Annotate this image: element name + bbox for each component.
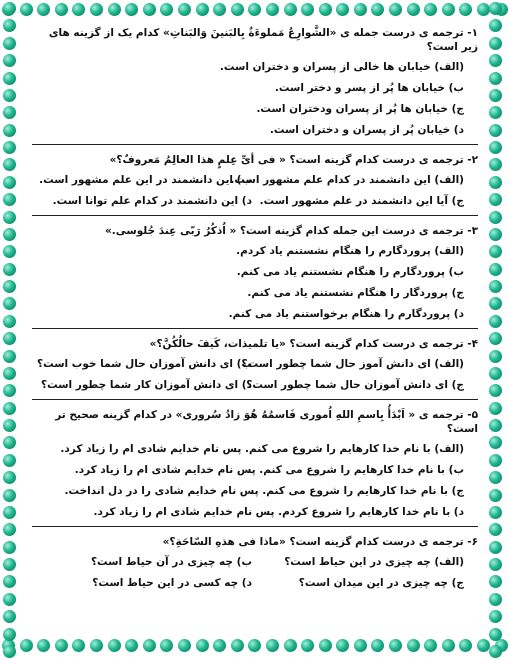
border-gem-icon: [3, 523, 16, 536]
border-gem-icon: [178, 3, 191, 16]
option-jim: ج) چه چیزی در این میدان است؟: [298, 577, 464, 589]
border-gem-icon: [489, 402, 502, 415]
border-gem-icon: [489, 19, 502, 32]
border-gem-icon: [489, 645, 502, 658]
border-gem-icon: [3, 575, 16, 588]
border-gem-icon: [3, 176, 16, 189]
border-gem-icon: [213, 639, 226, 652]
border-gem-icon: [231, 3, 244, 16]
option-dal: د) این دانشمند در کدام علم توانا است.: [52, 195, 252, 207]
border-gem-icon: [20, 3, 33, 16]
border-gem-icon: [407, 3, 420, 16]
border-gem-icon: [354, 639, 367, 652]
border-gem-icon: [3, 645, 16, 658]
option-dal: د) با نام خدا کارهایم را شروع کردم. پس نام خدایم شادی ام را زیاد کرد.: [93, 506, 464, 518]
border-gem-icon: [266, 3, 279, 16]
border-gem-icon: [284, 3, 297, 16]
border-left: [3, 0, 21, 660]
border-gem-icon: [489, 158, 502, 171]
border-gem-icon: [125, 639, 138, 652]
border-gem-icon: [3, 384, 16, 397]
border-gem-icon: [489, 558, 502, 571]
option-dal: د) چه کسی در این حیاط است؟: [92, 577, 252, 589]
option-be: ب) ای دانش آموزان حال شما خوب است؟: [37, 358, 252, 370]
border-gem-icon: [489, 2, 502, 15]
border-gem-icon: [37, 3, 50, 16]
border-gem-icon: [248, 639, 261, 652]
border-gem-icon: [90, 3, 103, 16]
border-gem-icon: [489, 54, 502, 67]
border-gem-icon: [3, 193, 16, 206]
border-gem-icon: [489, 176, 502, 189]
border-gem-icon: [489, 106, 502, 119]
border-gem-icon: [3, 54, 16, 67]
border-gem-icon: [459, 639, 472, 652]
border-gem-icon: [3, 419, 16, 432]
question-6: [32, 535, 478, 590]
border-gem-icon: [20, 639, 33, 652]
border-gem-icon: [489, 419, 502, 432]
border-gem-icon: [489, 628, 502, 641]
question-1: [32, 26, 478, 137]
border-gem-icon: [489, 124, 502, 137]
border-gem-icon: [489, 332, 502, 345]
border-gem-icon: [489, 523, 502, 536]
border-gem-icon: [489, 436, 502, 449]
border-gem-icon: [72, 639, 85, 652]
border-gem-icon: [108, 639, 121, 652]
question-2: [32, 153, 478, 208]
border-gem-icon: [489, 263, 502, 276]
border-gem-icon: [3, 211, 16, 224]
border-gem-icon: [213, 3, 226, 16]
option-be: ب) پروردگارم را هنگام نشستنم یاد می کنم.: [236, 266, 464, 278]
border-gem-icon: [3, 628, 16, 641]
border-gem-icon: [354, 3, 367, 16]
border-gem-icon: [3, 558, 16, 571]
border-gem-icon: [489, 89, 502, 102]
border-gem-icon: [489, 315, 502, 328]
border-gem-icon: [489, 228, 502, 241]
border-gem-icon: [143, 639, 156, 652]
border-gem-icon: [3, 106, 16, 119]
border-gem-icon: [284, 639, 297, 652]
border-gem-icon: [3, 297, 16, 310]
border-gem-icon: [3, 245, 16, 258]
question-title: ۱- ترجمه ی درست جمله ی «الشَّوارِعُ مَملوءَةٌ بِالبَنینَ وَالبَناتِ» کدام یک از گزینه های زیر است؟: [48, 27, 478, 53]
border-gem-icon: [3, 37, 16, 50]
border-gem-icon: [489, 37, 502, 50]
question-title: ۲- ترجمه ی درست کدام گزینه است؟ « فی أیِّ عِلمٍ هذا العالِمُ مَعروفٌ؟»: [109, 154, 478, 166]
border-gem-icon: [3, 402, 16, 415]
border-gem-icon: [3, 541, 16, 554]
border-gem-icon: [489, 471, 502, 484]
border-gem-icon: [489, 193, 502, 206]
border-gem-icon: [371, 3, 384, 16]
border-gem-icon: [143, 3, 156, 16]
border-gem-icon: [489, 367, 502, 380]
border-gem-icon: [489, 575, 502, 588]
border-gem-icon: [3, 124, 16, 137]
option-jim: ج) خیابان ها پُر از پسران ودختران است.: [256, 103, 464, 115]
border-gem-icon: [55, 3, 68, 16]
border-gem-icon: [407, 639, 420, 652]
question-3: [32, 224, 478, 321]
border-gem-icon: [90, 639, 103, 652]
border-gem-icon: [442, 3, 455, 16]
border-gem-icon: [196, 639, 209, 652]
option-be: ب) این دانشمند در این علم مشهور است.: [39, 174, 252, 186]
border-gem-icon: [489, 245, 502, 258]
option-be: ب) با نام خدا کارهایم را شروع می کنم. پس نام خدایم شادی ام را زیاد کرد.: [74, 464, 464, 476]
border-gem-icon: [301, 3, 314, 16]
option-jim: ج) با نام خدا کارهایم را شروع می کنم. پس نام خدایم شادی را در دل انداخت.: [64, 485, 464, 497]
border-gem-icon: [125, 3, 138, 16]
border-gem-icon: [489, 610, 502, 623]
border-gem-icon: [442, 639, 455, 652]
border-gem-icon: [231, 639, 244, 652]
border-gem-icon: [3, 454, 16, 467]
border-gem-icon: [424, 3, 437, 16]
border-gem-icon: [459, 3, 472, 16]
border-gem-icon: [389, 3, 402, 16]
border-gem-icon: [3, 89, 16, 102]
border-gem-icon: [489, 350, 502, 363]
border-gem-icon: [489, 489, 502, 502]
option-alef: (الف) خیابان ها خالی از پسران و دختران است.: [219, 61, 464, 73]
border-gem-icon: [3, 471, 16, 484]
border-gem-icon: [3, 367, 16, 380]
border-gem-icon: [178, 639, 191, 652]
option-jim: ج) پروردگار را هنگام نشستنم یاد می کنم.: [247, 287, 464, 299]
border-gem-icon: [3, 332, 16, 345]
border-gem-icon: [3, 19, 16, 32]
border-gem-icon: [3, 506, 16, 519]
border-gem-icon: [3, 141, 16, 154]
border-gem-icon: [489, 297, 502, 310]
border-gem-icon: [389, 639, 402, 652]
option-alef: (الف) ای دانش آموز حال شما چطور است؟: [241, 358, 464, 370]
question-5: [32, 408, 478, 519]
border-gem-icon: [160, 639, 173, 652]
border-gem-icon: [489, 506, 502, 519]
border-gem-icon: [108, 3, 121, 16]
question-title: ۶- ترجمه ی درست کدام گزینه است؟ «ماذا فی هذهِ السّاحَةِ؟»: [162, 536, 478, 548]
border-gem-icon: [3, 263, 16, 276]
border-gem-icon: [3, 228, 16, 241]
option-jim: ج) ای دانش آموزان حال شما چطور است؟: [246, 379, 464, 391]
option-alef: (الف) چه چیزی در این حیاط است؟: [284, 556, 464, 568]
border-gem-icon: [489, 72, 502, 85]
option-be: ب) خیابان ها پُر از پسر و دختر است.: [274, 82, 464, 94]
option-alef: (الف) با نام خدا کارهایم را شروع می کنم. پس نام خدایم شادی ام را زیاد کرد.: [60, 443, 464, 455]
question-4: [32, 337, 478, 392]
border-gem-icon: [489, 541, 502, 554]
border-gem-icon: [266, 639, 279, 652]
border-bottom: [0, 639, 510, 657]
option-dal: د) ای دانش آموزان کار شما چطور است؟: [40, 379, 252, 391]
border-gem-icon: [248, 3, 261, 16]
question-title: ۵- ترجمه ی « اَبْدَأُ بِاسمِ اللهِ اُموری فَاسمُهُ هُوَ زادُ سُروری» در کدام گزینه صحیح تر است؟: [55, 409, 478, 435]
border-gem-icon: [319, 3, 332, 16]
border-gem-icon: [489, 211, 502, 224]
divider: [32, 144, 478, 145]
border-gem-icon: [489, 280, 502, 293]
option-jim: ج) آیا این دانشمند در علم مشهور است.: [259, 195, 464, 207]
border-gem-icon: [3, 610, 16, 623]
border-gem-icon: [336, 3, 349, 16]
border-gem-icon: [3, 72, 16, 85]
border-gem-icon: [489, 454, 502, 467]
border-gem-icon: [55, 639, 68, 652]
border-gem-icon: [196, 3, 209, 16]
option-be: ب) چه چیزی در آن حیاط است؟: [90, 556, 252, 568]
border-gem-icon: [371, 639, 384, 652]
question-title: ۴- ترجمه ی درست کدام گزینه است؟ «یا تلمیذات، کَیفَ حالُکُنَّ؟»: [149, 338, 478, 350]
divider: [32, 328, 478, 329]
exam-page: [32, 26, 478, 634]
border-top: [0, 3, 510, 21]
border-gem-icon: [489, 384, 502, 397]
option-alef: (الف) پروردگارم را هنگام نشستنم یاد کردم.: [236, 245, 464, 257]
border-gem-icon: [489, 593, 502, 606]
border-gem-icon: [319, 639, 332, 652]
border-gem-icon: [160, 3, 173, 16]
divider: [32, 526, 478, 527]
border-gem-icon: [301, 639, 314, 652]
border-gem-icon: [3, 280, 16, 293]
question-title: ۳- ترجمه ی درست این جمله کدام گزینه است؟ « اُذکُرُ رَبّی عِندَ جُلوسی.»: [104, 225, 478, 237]
border-gem-icon: [37, 639, 50, 652]
border-gem-icon: [489, 141, 502, 154]
border-gem-icon: [3, 158, 16, 171]
option-dal: د) پروردگارم را هنگام برخواستنم یاد می کنم.: [228, 308, 464, 320]
option-alef: (الف) این دانشمند در کدام علم مشهور است.: [230, 174, 464, 186]
border-gem-icon: [3, 489, 16, 502]
border-right: [489, 0, 507, 660]
divider: [32, 215, 478, 216]
border-gem-icon: [3, 593, 16, 606]
border-gem-icon: [3, 315, 16, 328]
border-gem-icon: [3, 2, 16, 15]
border-gem-icon: [336, 639, 349, 652]
divider: [32, 399, 478, 400]
border-gem-icon: [72, 3, 85, 16]
option-dal: د) خیابان پُر از پسران و دختران است.: [269, 124, 464, 136]
border-gem-icon: [424, 639, 437, 652]
border-gem-icon: [3, 436, 16, 449]
border-gem-icon: [3, 350, 16, 363]
